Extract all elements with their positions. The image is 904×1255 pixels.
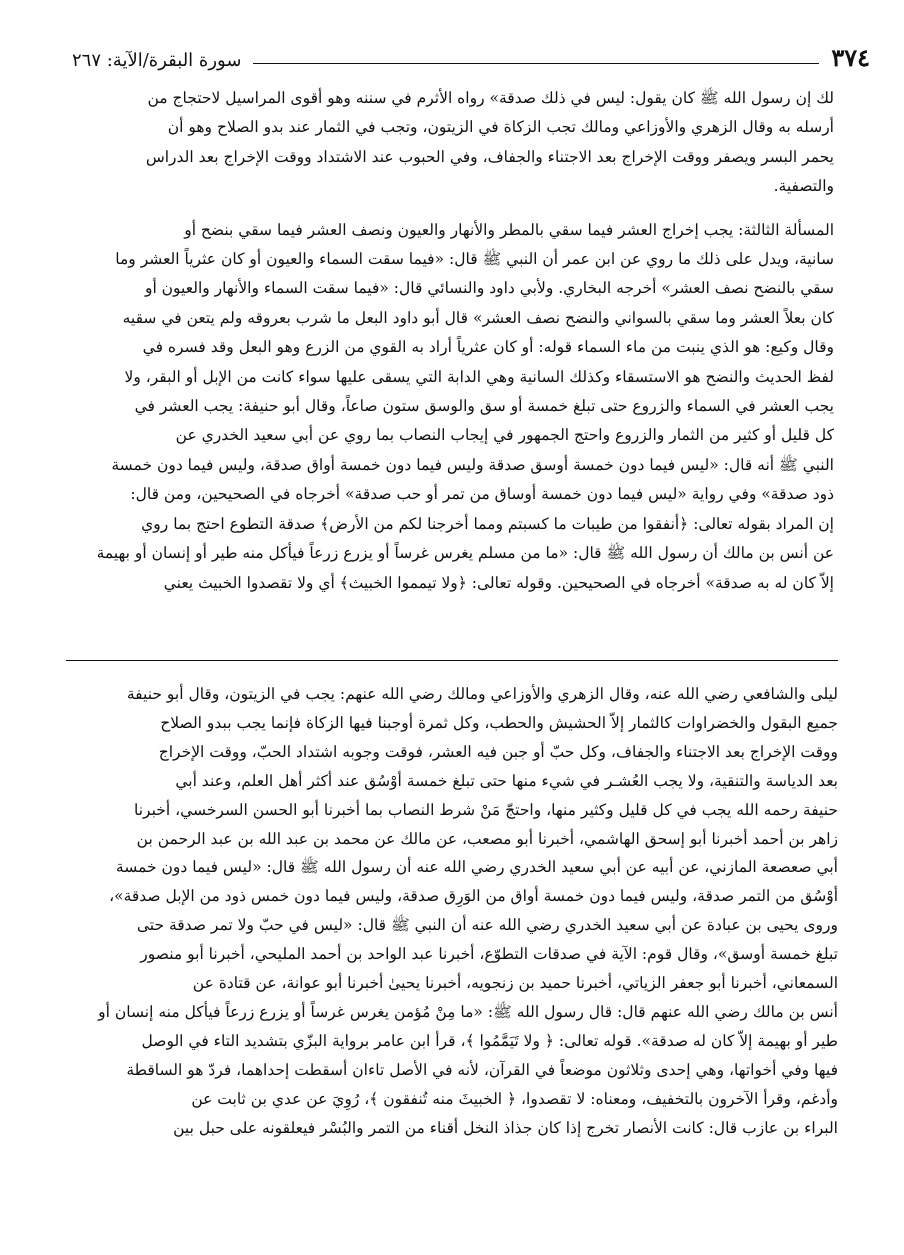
text-line: أوْسُق من التمر صدقة، وليس فيما دون خمسة أواق من الوَرِق صدقة، وليس فيما دون خمس ذود من الإبل صدقة»، — [109, 887, 838, 906]
page-header — [72, 36, 870, 70]
text-line: ذود صدقة» وفي رواية «ليس فيما دون خمسة أوساق من تمر أو حب صدقة» أخرجاه في الصحيحين، ومن قال: — [130, 485, 834, 504]
commentary-text — [64, 680, 838, 1143]
sura-verse-label: سورة البقرة/الآية: ٢٦٧ — [72, 50, 242, 71]
commentary-paragraph — [64, 680, 838, 1143]
text-line: زاهر بن أحمد أخبرنا أبو إسحق الهاشمي، أخبرنا أبو مصعب، عن مالك عن محمد بن عبد الله بن عبد الرحمن بن — [136, 829, 838, 848]
main-paragraph-2 — [66, 216, 834, 598]
text-line: البراء بن عازب قال: كانت الأنصار تخرج إذا كان جذاذ النخل أقناء من التمر والبُسْر فيعلقونه على حبل بين — [173, 1118, 838, 1137]
text-line: فيها وفي أخواتها، وهي إحدى وثلاثون موضعاً في القرآن، لأنه في الأصل تاءان أسقطت إحداهما، فردّ هو الساقطة — [126, 1060, 838, 1079]
section-divider — [66, 660, 838, 661]
text-line: النبي ﷺ أنه قال: «ليس فيما دون خمسة أوسق صدقة وليس فيما دون خمسة أواق صدقة، وليس فيما دون خمسة — [111, 455, 834, 474]
text-line: سقي بالنضح نصف العشر» أخرجه البخاري. ولأبي داود والنسائي قال: «فيما سقت السماء والأنهار والعيون أو — [144, 279, 834, 298]
text-line: إلاّ كان له به صدقة» أخرجاه في الصحيحين. وقوله تعالى: ﴿ولا تيمموا الخبيث﴾ أي ولا تقصدوا الخبيث يعني — [163, 573, 834, 592]
text-line: حنيفة رحمه الله يجب في كل قليل وكثير منها، واحتجّ مَنْ شرط النصاب بما أخبرنا أبو الحسن السرخسي، أخبرنا — [134, 800, 838, 819]
text-line: أبي صعصعة المازني، عن أبيه عن أبي سعيد الخدري رضي الله عنه أن رسول الله ﷺ قال: «ليس فيما دون خمسة — [115, 858, 838, 877]
text-line: ليلى والشافعي رضي الله عنه، وقال الزهري والأوزاعي ومالك رضي الله عنهم: يجب في الزيتون، وقال أبو حنيفة — [126, 685, 838, 703]
text-line: سانية، ويدل على ذلك ما روي عن ابن عمر أن النبي ﷺ قال: «فيما سقت السماء والعيون أو كان عثرياً العشر وما — [115, 250, 834, 269]
text-line: يجب العشر في السماء والزروع حتى تبلغ خمسة أو سق والوسق ستون صاعاً، وقال أبو حنيفة: يجب العشر في — [134, 397, 834, 416]
text-line: وأدغم، وقرأ الآخرون بالتخفيف، ومعناه: لا تقصدوا، ﴿ الخبيثَ منه تُنفقون ﴾، رُوِيَ عن عدي بن ثابت عن — [191, 1089, 838, 1108]
text-line: لفظ الحديث والنضح هو الاستسقاء وكذلك السانية وهي الدابة التي يسقى عليها سواء كانت من الإبل أو البقر، ولا — [124, 367, 834, 386]
text-line: ووقت الإخراج بعد الاجتناء والجفاف، وكل حبّ أو جبن فيه العشر، فوقت وجوبه اشتداد الحبّ، ووقت الإخراج — [158, 742, 838, 761]
text-line: كل قليل أو كثير من الثمار والزروع واحتج الجمهور في إيجاب النصاب بما روي عن أبي سعيد الخدري عن — [175, 426, 834, 445]
text-line: إن المراد بقوله تعالى: ﴿أنفقوا من طيبات ما كسبتم ومما أخرجنا لكم من الأرض﴾ صدقة التطوع احتج بما روي — [141, 514, 834, 533]
main-paragraph-1 — [66, 84, 834, 202]
text-line: وروى يحيى بن عبادة عن أبي سعيد الخدري رضي الله عنه أن النبي ﷺ قال: «ليس في حبّ ولا تمر صدقة حتى — [136, 916, 838, 935]
header-rule — [253, 63, 819, 64]
text-line: تبلغ خمسة أوسق»، وقال قوم: الآية في صدقات التطوّع، أخبرنا عبد الواحد بن أحمد المليحي، أخبرنا أبو منصور — [140, 945, 838, 964]
text-line: عن أنس بن مالك أن رسول الله ﷺ قال: «ما من مسلم يغرس غرساً أو يزرع زرعاً فيأكل منه طير أو إنسان أو بهيمة — [96, 544, 834, 563]
text-line: والتصفية. — [773, 177, 834, 196]
page-number: ٣٧٤ — [831, 43, 870, 72]
text-line: بعد الدياسة والتنقية، ولا يجب العُشـر في شيء منها حتى تبلغ خمسة أوْسُق عند أكثر أهل العلم، وعند أبي — [175, 771, 838, 790]
text-line: المسألة الثالثة: يجب إخراج العشر فيما سقي بالمطر والأنهار والعيون ونصف العشر فيما سقي بنضح أو — [184, 220, 834, 239]
text-line: أنس بن مالك رضي الله عنهم قال: قال رسول الله ﷺ: «ما مِنْ مُؤمن يغرس غرساً أو يزرع زرعاً فيأكل منه إنسان أو — [98, 1002, 838, 1021]
text-line: طير أو بهيمة إلاّ كان له صدقة». قوله تعالى: ﴿ ولا تَيَمَّمُوا ﴾، قرأ ابن عامر برواية البزّي بتشديد التاء في الوصل — [141, 1031, 838, 1050]
text-line: كان بعلاً العشر وما سقي بالسواني والنضح نصف العشر» قال أبو داود البعل ما شرب بعروقه ولم يتعن في سقيه — [122, 308, 834, 327]
main-text — [66, 84, 834, 598]
text-line: أرسله به وقال الزهري والأوزاعي ومالك تجب الزكاة في الزيتون، وتجب في الثمار عند بدو الصلاح وهو أن — [167, 118, 834, 137]
text-line: جميع البقول والخضراوات كالثمار إلاّ الحشيش والحطب، وكل ثمرة أوجبنا فيها الزكاة فإنما يجب ببدو الصلاح — [160, 713, 838, 732]
text-line: لك إن رسول الله ﷺ كان يقول: ليس في ذلك صدقة» رواه الأثرم في سننه وهو أقوى المراسيل لاحتجاج من — [147, 89, 834, 107]
text-line: يحمر البسر ويصفر ووقت الإخراج بعد الاجتناء والجفاف، وفي الحبوب عند الاشتداد ووقت الإخراج بعد الدراس — [145, 147, 834, 166]
text-line: وقال وكيع: هو الذي ينبت من ماء السماء قوله: أو كان عثرياً أراد به القوي من الزرع وهو البعل وقد فسره في — [142, 338, 834, 357]
text-line: السمعاني، أخبرنا أبو جعفر الزياتي، أخبرنا حميد بن زنجويه، أخبرنا يحيىٰ أخبرنا أبو عوانة، عن قتادة عن — [192, 974, 838, 993]
